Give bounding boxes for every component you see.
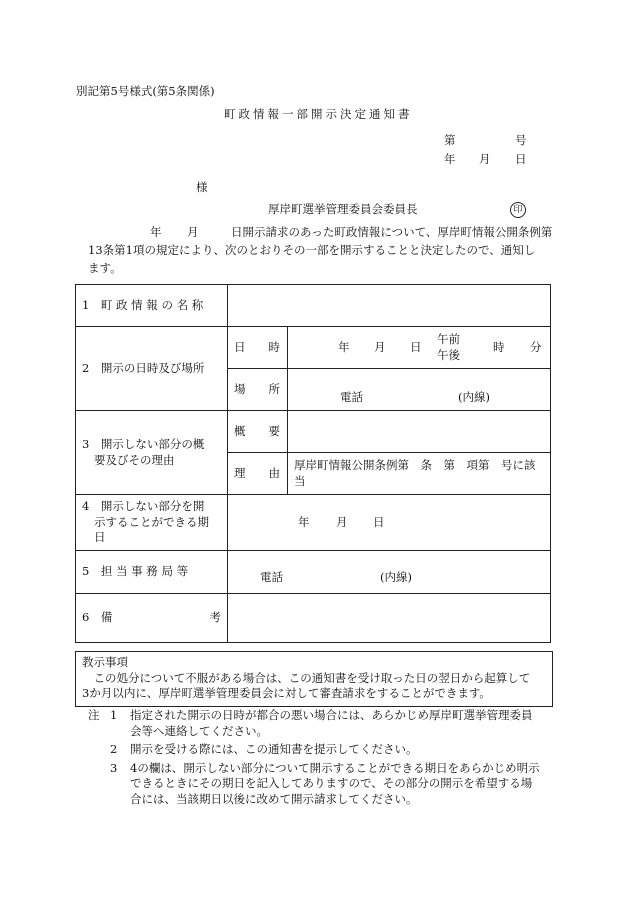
intro-month: 月 bbox=[187, 225, 199, 239]
reason-line2: 当 bbox=[294, 473, 306, 488]
value-info-name bbox=[228, 285, 551, 327]
label-nondisclosure-l2: 要及びその理由 bbox=[94, 452, 175, 467]
label-disclosable-l1: 4 開示しない部分を開 bbox=[82, 499, 205, 514]
doc-number-prefix: 第 bbox=[444, 133, 456, 147]
document-title: 町政情報一部開示決定通知書 bbox=[224, 107, 413, 121]
label-remarks bbox=[76, 594, 228, 643]
date-year: 年 bbox=[444, 152, 456, 166]
intro-line1: 日開示請求のあった町政情報について、厚岸町情報公開条例第 bbox=[231, 225, 553, 239]
date-day: 日 bbox=[515, 152, 527, 166]
date-month: 月 bbox=[479, 152, 491, 166]
reason-line1: 厚岸町情報公開条例第 条 第 項第 号に該 bbox=[294, 457, 536, 472]
note-num: 1 bbox=[110, 708, 118, 722]
remarks-label-start: 6 備 bbox=[82, 610, 113, 625]
sub-reason: 理 由 bbox=[228, 453, 288, 495]
disc-month: 月 bbox=[336, 514, 348, 529]
row-summary bbox=[76, 411, 551, 453]
place-phone: 電話 bbox=[340, 389, 363, 404]
value-disclosable-date bbox=[228, 495, 551, 551]
intro-line2: 13条第1項の規定により、次のとおりその一部を開示することと決定したので、通知し bbox=[88, 243, 536, 257]
sub-place: 場 所 bbox=[228, 369, 288, 411]
office-phone: 電話 bbox=[260, 570, 283, 584]
office-extension: (内線) bbox=[380, 570, 412, 584]
row-remarks bbox=[76, 594, 551, 643]
notes-section bbox=[88, 708, 568, 810]
appeal-notice-box bbox=[75, 651, 553, 707]
dt-minute: 分 bbox=[530, 339, 542, 354]
disc-year: 年 bbox=[298, 514, 310, 529]
note-text: 指定された開示の日時が都合の悪い場合には、あらかじめ厚岸町選挙管理委員会等へ連絡してください。 bbox=[130, 708, 533, 738]
note-num: 3 bbox=[110, 760, 118, 775]
dt-month: 月 bbox=[374, 339, 386, 354]
value-reason bbox=[288, 453, 551, 495]
label-nondisclosure bbox=[76, 411, 228, 495]
dt-hour: 時 bbox=[493, 339, 505, 354]
label-office: 5 担 当 事 務 局 等 bbox=[76, 551, 228, 594]
place-extension: (内線) bbox=[458, 389, 490, 404]
label-info-name: 1 町 政 情 報 の 名 称 bbox=[76, 285, 228, 327]
issuer-name: 厚岸町選挙管理委員会委員長 bbox=[268, 202, 418, 216]
seal-icon: 印 bbox=[510, 202, 526, 218]
note-num: 2 bbox=[110, 742, 118, 757]
intro-year: 年 bbox=[150, 225, 162, 239]
dt-year: 年 bbox=[338, 339, 350, 354]
note-text: 開示を受ける際には、この通知書を提示してください。 bbox=[130, 742, 418, 757]
notice-line2: 3か月以内に、厚岸町選挙管理委員会に対して審査請求をすることができます。 bbox=[82, 686, 491, 701]
label-datetime-place: 2 開示の日時及び場所 bbox=[76, 327, 228, 411]
value-remarks bbox=[228, 594, 551, 643]
notice-title: 教示事項 bbox=[82, 655, 128, 669]
label-nondisclosure-l1: 3 開示しない部分の概 bbox=[82, 436, 205, 451]
sub-datetime: 日 時 bbox=[228, 327, 288, 369]
row-info-name bbox=[76, 285, 551, 327]
label-disclosable-l2: 示することができる期 bbox=[94, 514, 209, 529]
disclosure-table bbox=[75, 284, 551, 643]
dt-day: 日 bbox=[410, 339, 422, 354]
note-item-1 bbox=[88, 708, 568, 739]
seal-mark bbox=[510, 201, 526, 218]
label-disclosable-date bbox=[76, 495, 228, 551]
sub-summary: 概 要 bbox=[228, 411, 288, 453]
note-item-2 bbox=[88, 742, 568, 758]
addressee-suffix: 様 bbox=[196, 180, 208, 194]
notice-line1: この処分について不服がある場合は、この通知書を受け取った日の翌日から起算して bbox=[82, 670, 531, 685]
dt-am: 午前 bbox=[437, 331, 460, 346]
label-disclosable-l3: 日 bbox=[94, 530, 106, 545]
note-item-3 bbox=[88, 761, 568, 808]
dt-pm: 午後 bbox=[437, 347, 460, 362]
form-reference: 別記第5号様式(第5条関係) bbox=[76, 84, 215, 98]
row-disclosable-date bbox=[76, 495, 551, 551]
row-datetime bbox=[76, 327, 551, 369]
remarks-label-end: 考 bbox=[209, 610, 221, 625]
notes-prefix: 注 bbox=[88, 708, 100, 722]
note-text: 4の欄は、開示しない部分について開示することができる期日をあらかじめ明示できるときにその期日を記入してありますので、その部分の開示を希望する場合には、当該期日以後に改めて開示請求してください。 bbox=[130, 760, 540, 806]
value-office bbox=[228, 551, 551, 594]
value-summary bbox=[288, 411, 551, 453]
value-datetime bbox=[288, 327, 551, 369]
row-office bbox=[76, 551, 551, 594]
disc-day: 日 bbox=[373, 514, 385, 529]
value-place bbox=[288, 369, 551, 411]
doc-number-suffix: 号 bbox=[515, 133, 527, 147]
intro-line3: ます。 bbox=[88, 261, 122, 275]
